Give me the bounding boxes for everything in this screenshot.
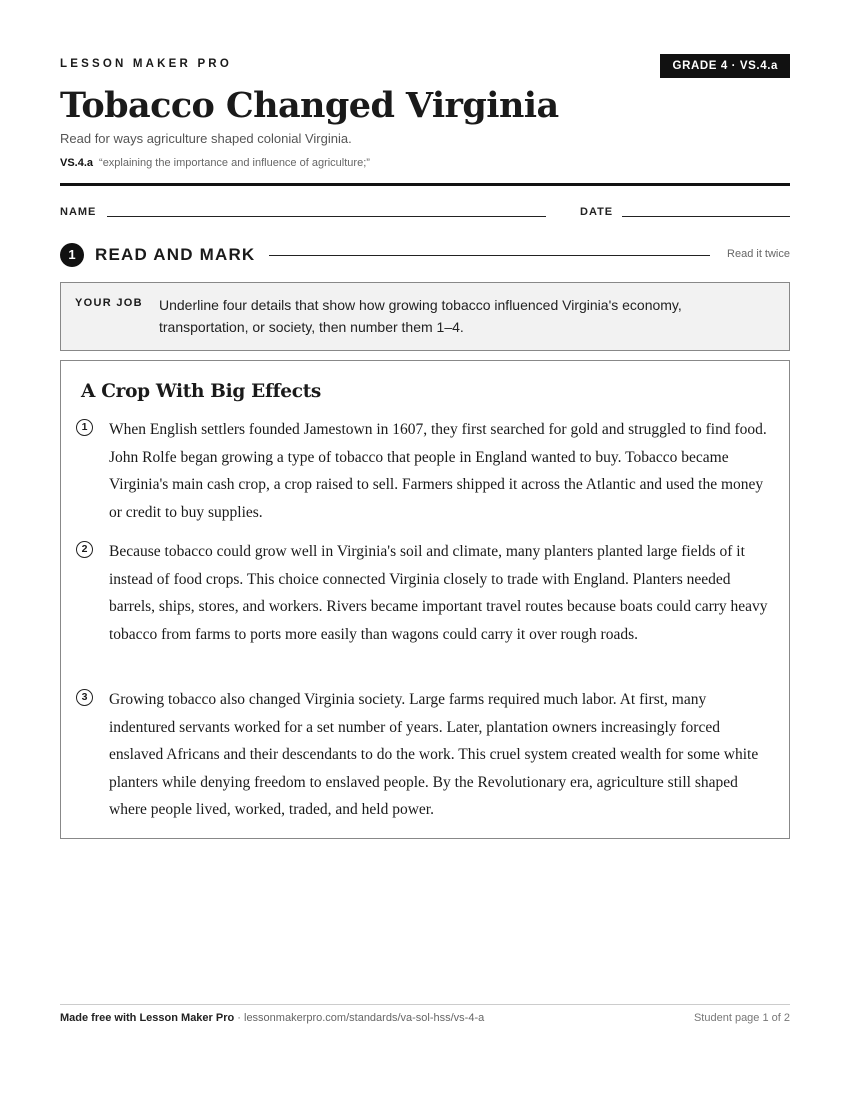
date-label: DATE	[580, 206, 614, 218]
paragraph-number: 3	[76, 689, 93, 706]
name-date-row	[60, 205, 790, 219]
page-title: Tobacco Changed Virginia	[60, 85, 559, 126]
standard-text: “explaining the importance and influence of agriculture;”	[99, 157, 370, 169]
page-subtitle: Read for ways agriculture shaped colonial Virginia.	[60, 131, 352, 146]
name-field[interactable]	[107, 216, 546, 217]
section-divider	[269, 255, 710, 256]
reading-passage	[60, 360, 790, 839]
paragraph-number: 2	[76, 541, 93, 558]
step-number-badge: 1	[60, 243, 84, 267]
section-title: READ AND MARK	[95, 245, 256, 264]
paragraph-text[interactable]: When English settlers founded Jamestown in 1607, they first searched for gold and struggled to find food. John Rolfe began growing a type of tobacco that people in England wanted to buy. Tobacco became Virginia's main cash crop, a crop raised to sell. Farmers shipped it across the Atlantic and used the money or credit to buy supplies.	[109, 421, 767, 521]
passage-title: A Crop With Big Effects	[81, 381, 322, 402]
footer-url[interactable]: · lessonmakerpro.com/standards/va-sol-hss/vs-4-a	[234, 1012, 485, 1024]
brand-name: LESSON MAKER PRO	[60, 58, 232, 70]
standard-line	[60, 157, 370, 169]
instructions-text: Underline four details that show how growing tobacco influenced Virginia's economy, transportation, or society, then number them 1–4.	[159, 297, 682, 335]
footer-credit	[60, 1012, 484, 1024]
paragraph-number: 1	[76, 419, 93, 436]
standard-code: VS.4.a	[60, 157, 94, 169]
footer-divider	[60, 1004, 790, 1005]
page-indicator: Student page 1 of 2	[693, 1012, 790, 1024]
section-hint: Read it twice	[727, 248, 790, 260]
paragraph-text[interactable]: Growing tobacco also changed Virginia society. Large farms required much labor. At first, many indentured servants worked for a set number of years. Later, plantation owners increasingly forced enslaved Africans and their descendants to do the work. This cruel system created wealth for some white planters while denying freedom to enslaved people. By the Revolutionary era, agriculture still shaped where people lived, worked, traded, and held power.	[109, 691, 759, 818]
name-label: NAME	[60, 206, 97, 218]
footer-made-with: Made free with Lesson Maker Pro	[60, 1012, 235, 1024]
instructions-label: YOUR JOB	[75, 297, 143, 309]
header-divider	[60, 183, 790, 186]
grade-badge: GRADE 4 · VS.4.a	[660, 54, 790, 78]
date-field[interactable]	[622, 216, 790, 217]
section-header	[60, 243, 790, 267]
instructions-box	[60, 282, 790, 351]
paragraph-text[interactable]: Because tobacco could grow well in Virginia's soil and climate, many planters planted large fields of it instead of food crops. This choice connected Virginia closely to trade with England. Planters needed barrels, ships, stores, and workers. Rivers became important travel routes because boats could carry heavy tobacco from farms to ports more easily than wagons could carry it over rough roads.	[109, 543, 768, 643]
